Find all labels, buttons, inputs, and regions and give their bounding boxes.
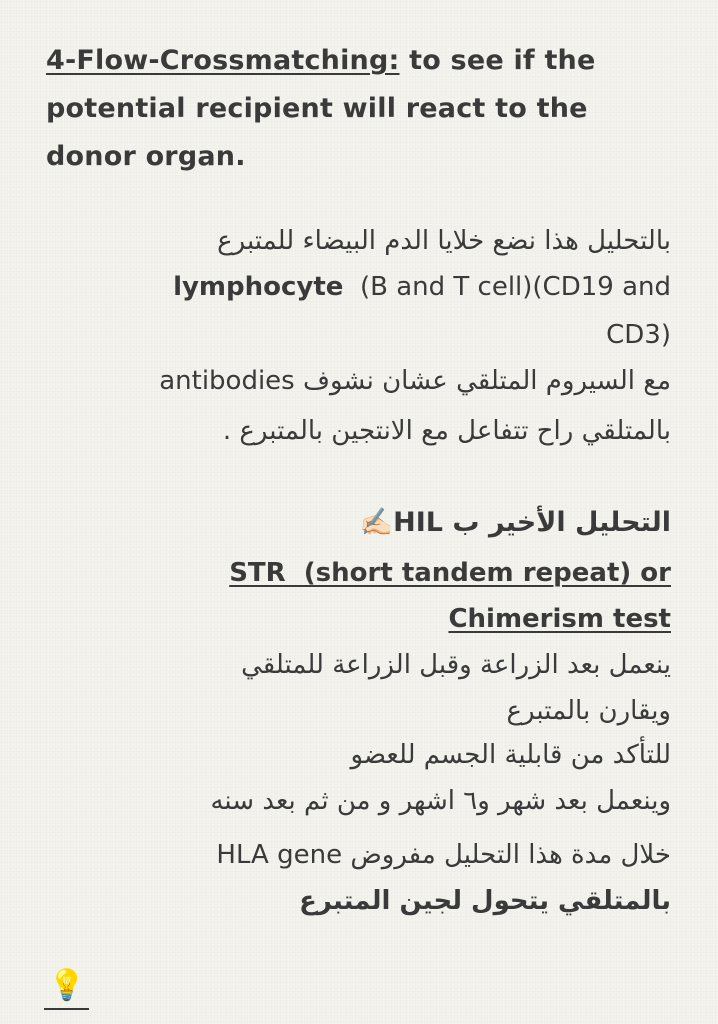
- section-2-title: التحليل الأخير ب HIL✍🏻: [359, 507, 671, 538]
- paragraph-line: CD3): [606, 320, 671, 350]
- section-2-line: ينعمل بعد الزراعة وقبل الزراعة للمتلقي: [241, 650, 671, 680]
- section-2-line: وينعمل بعد شهر و٦ اشهر و من ثم بعد سنه: [210, 786, 671, 816]
- cell-types-text: (B and T cell)(CD19 and: [343, 272, 671, 302]
- paragraph-line: بالمتلقي راح تتفاعل مع الانتجين بالمتبرع .: [222, 416, 671, 446]
- heading-line-1: [46, 44, 596, 78]
- section-2-conclusion: بالمتلقي يتحول لجين المتبرع: [299, 886, 671, 916]
- paragraph-line: مع السيروم المتلقي عشان نشوف antibodies: [159, 366, 671, 396]
- section-2-line: خلال مدة هذا التحليل مفروض HLA gene: [216, 840, 671, 870]
- heading-description: to see if the: [399, 45, 596, 76]
- test-name-line-1: STR (short tandem repeat) or: [229, 558, 671, 588]
- heading-line-2: potential recipient will react to the: [46, 93, 588, 124]
- lymphocyte-term: lymphocyte: [173, 272, 344, 302]
- section-2-line: ويقارن بالمتبرع: [506, 696, 671, 726]
- paragraph-line-lymphocyte: [173, 270, 671, 304]
- heading-line-3: donor organ.: [46, 141, 246, 172]
- test-name-line-2: Chimerism test: [448, 604, 671, 634]
- section-title: 4-Flow-Crossmatching:: [46, 45, 400, 76]
- section-2-line: للتأكد من قابلية الجسم للعضو: [350, 740, 671, 770]
- lightbulb-icon: 💡: [44, 966, 89, 1010]
- paragraph-line: بالتحليل هذا نضع خلايا الدم البيضاء للمتبرع: [217, 226, 671, 256]
